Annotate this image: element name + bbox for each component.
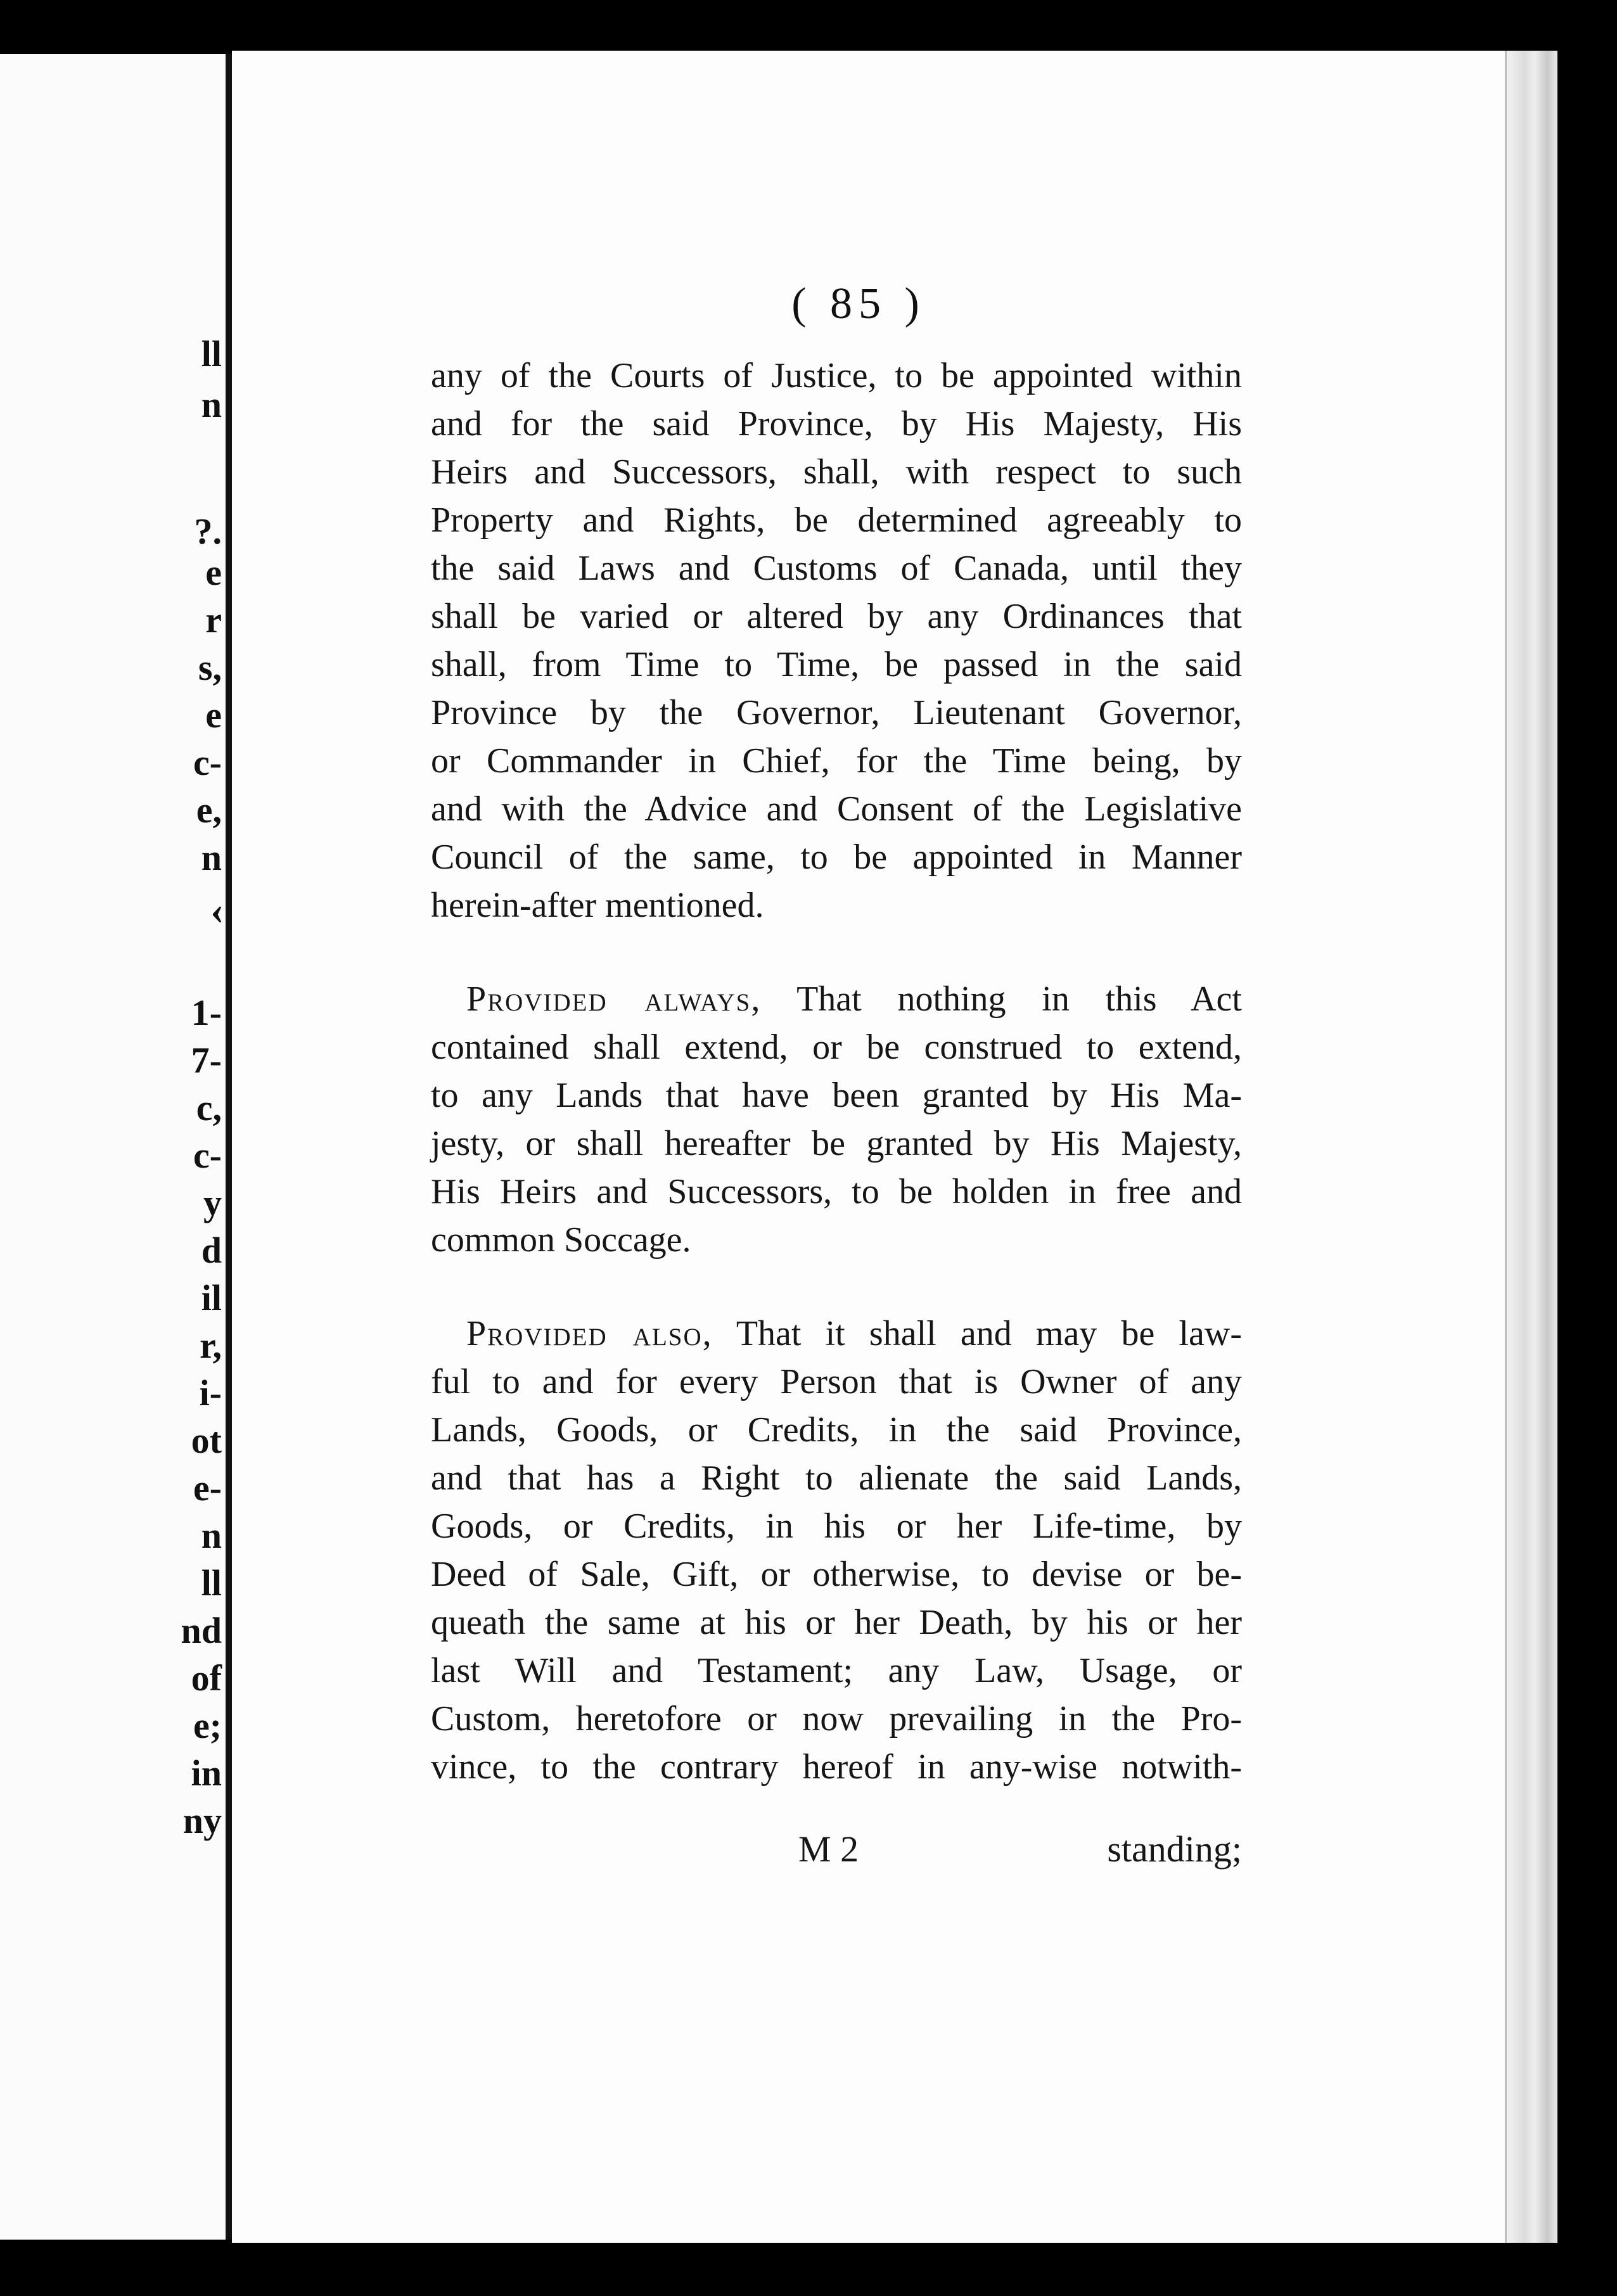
text-line: jesty, or shall hereafter be granted by His Majesty, <box>431 1124 1242 1163</box>
text-line: vince, to the contrary hereof in any-wise notwith- <box>431 1747 1242 1787</box>
page-edge-shadow <box>1505 51 1557 2243</box>
proviso-lead: Provided always, <box>466 979 762 1019</box>
line-end-fragment: ot <box>191 1420 222 1461</box>
line-end-fragment: e <box>205 694 222 736</box>
proviso-lead: Provided also, <box>466 1314 713 1353</box>
line-end-fragment: c- <box>193 1135 222 1176</box>
text-line: and with the Advice and Consent of the Legislative <box>431 789 1242 829</box>
line-end-fragment: ny <box>182 1800 222 1841</box>
signature-mark: M 2 <box>798 1828 859 1870</box>
paragraph-gap <box>431 1264 1242 1310</box>
text-line: queath the same at his or her Death, by his or her <box>431 1603 1242 1642</box>
text-line: herein-after mentioned. <box>431 886 764 925</box>
paragraph-gap <box>431 929 1242 975</box>
text-line: His Heirs and Successors, to be holden in free and <box>431 1172 1242 1211</box>
line-end-fragment: e- <box>193 1467 222 1508</box>
text-line: to any Lands that have been granted by His Ma- <box>431 1076 1242 1115</box>
text-line: Province by the Governor, Lieutenant Governor, <box>431 693 1242 732</box>
paragraph-opening-line <box>431 1310 1242 1358</box>
text-line: any of the Courts of Justice, to be appointed within <box>431 356 1242 395</box>
line-end-fragment: n <box>201 384 222 425</box>
line-end-fragment: in <box>191 1752 222 1794</box>
text-line: contained shall extend, or be construed to extend, <box>431 1028 1242 1067</box>
text-line: last Will and Testament; any Law, Usage, or <box>431 1651 1242 1690</box>
line-end-fragment: e <box>205 552 222 593</box>
page-number-header: ( 85 ) <box>791 279 926 328</box>
text-line: the said Laws and Customs of Canada, until they <box>431 549 1242 588</box>
line-end-fragment: e, <box>196 789 222 831</box>
line-end-fragment: y <box>203 1182 222 1223</box>
line-end-fragment: i- <box>199 1372 222 1413</box>
text-line: shall be varied or altered by any Ordinances that <box>431 597 1242 636</box>
line-end-fragment: nd <box>181 1610 222 1651</box>
line-end-fragment: il <box>201 1277 222 1318</box>
line-end-fragment: c, <box>196 1087 222 1128</box>
text-line: Property and Rights, be determined agreeably to <box>431 501 1242 540</box>
line-end-fragment: n <box>201 1515 222 1556</box>
body-text <box>431 352 1242 1791</box>
line-end-fragment: ?. <box>194 511 222 552</box>
line-end-fragment: e; <box>193 1705 222 1746</box>
text-line: common Soccage. <box>431 1220 691 1260</box>
line-end-fragment: 1- <box>191 992 222 1033</box>
text-line: or Commander in Chief, for the Time being, by <box>431 741 1242 781</box>
text-line: Council of the same, to be appointed in Manner <box>431 838 1242 877</box>
text-line: Lands, Goods, or Credits, in the said Province, <box>431 1410 1242 1450</box>
line-end-fragment: c- <box>193 742 222 783</box>
text-line: shall, from Time to Time, be passed in the said <box>431 645 1242 684</box>
text-line: ful to and for every Person that is Owner of any <box>431 1362 1242 1401</box>
text-line: and that has a Right to alienate the said Lands, <box>431 1458 1242 1498</box>
line-end-fragment: n <box>201 837 222 878</box>
line-end-fragment: ll <box>201 1562 222 1604</box>
text-line: Custom, heretofore or now prevailing in the Pro- <box>431 1699 1242 1738</box>
proviso-first-line-rest: That nothing in this Act <box>796 979 1242 1019</box>
line-end-fragment: r <box>205 599 222 641</box>
text-line: Goods, or Credits, in his or her Life-time, by <box>431 1507 1242 1546</box>
previous-page-strip <box>0 54 232 2240</box>
line-end-fragment: r, <box>200 1325 222 1366</box>
proviso-first-line-rest: That it shall and may be law- <box>736 1314 1243 1353</box>
text-line: Deed of Sale, Gift, or otherwise, to devise or be- <box>431 1555 1242 1594</box>
text-line: Heirs and Successors, shall, with respect to such <box>431 452 1242 492</box>
line-end-fragment: 7- <box>191 1040 222 1081</box>
line-end-fragment: s, <box>198 647 222 688</box>
catchword: standing; <box>1107 1828 1242 1870</box>
gutter-ink-mark: ‹ <box>210 888 224 933</box>
line-end-fragment: d <box>201 1230 222 1271</box>
line-end-fragment: of <box>191 1657 222 1699</box>
paragraph-opening-line <box>431 975 1242 1023</box>
line-end-fragment: ll <box>201 333 222 374</box>
text-line: and for the said Province, by His Majesty, His <box>431 404 1242 443</box>
